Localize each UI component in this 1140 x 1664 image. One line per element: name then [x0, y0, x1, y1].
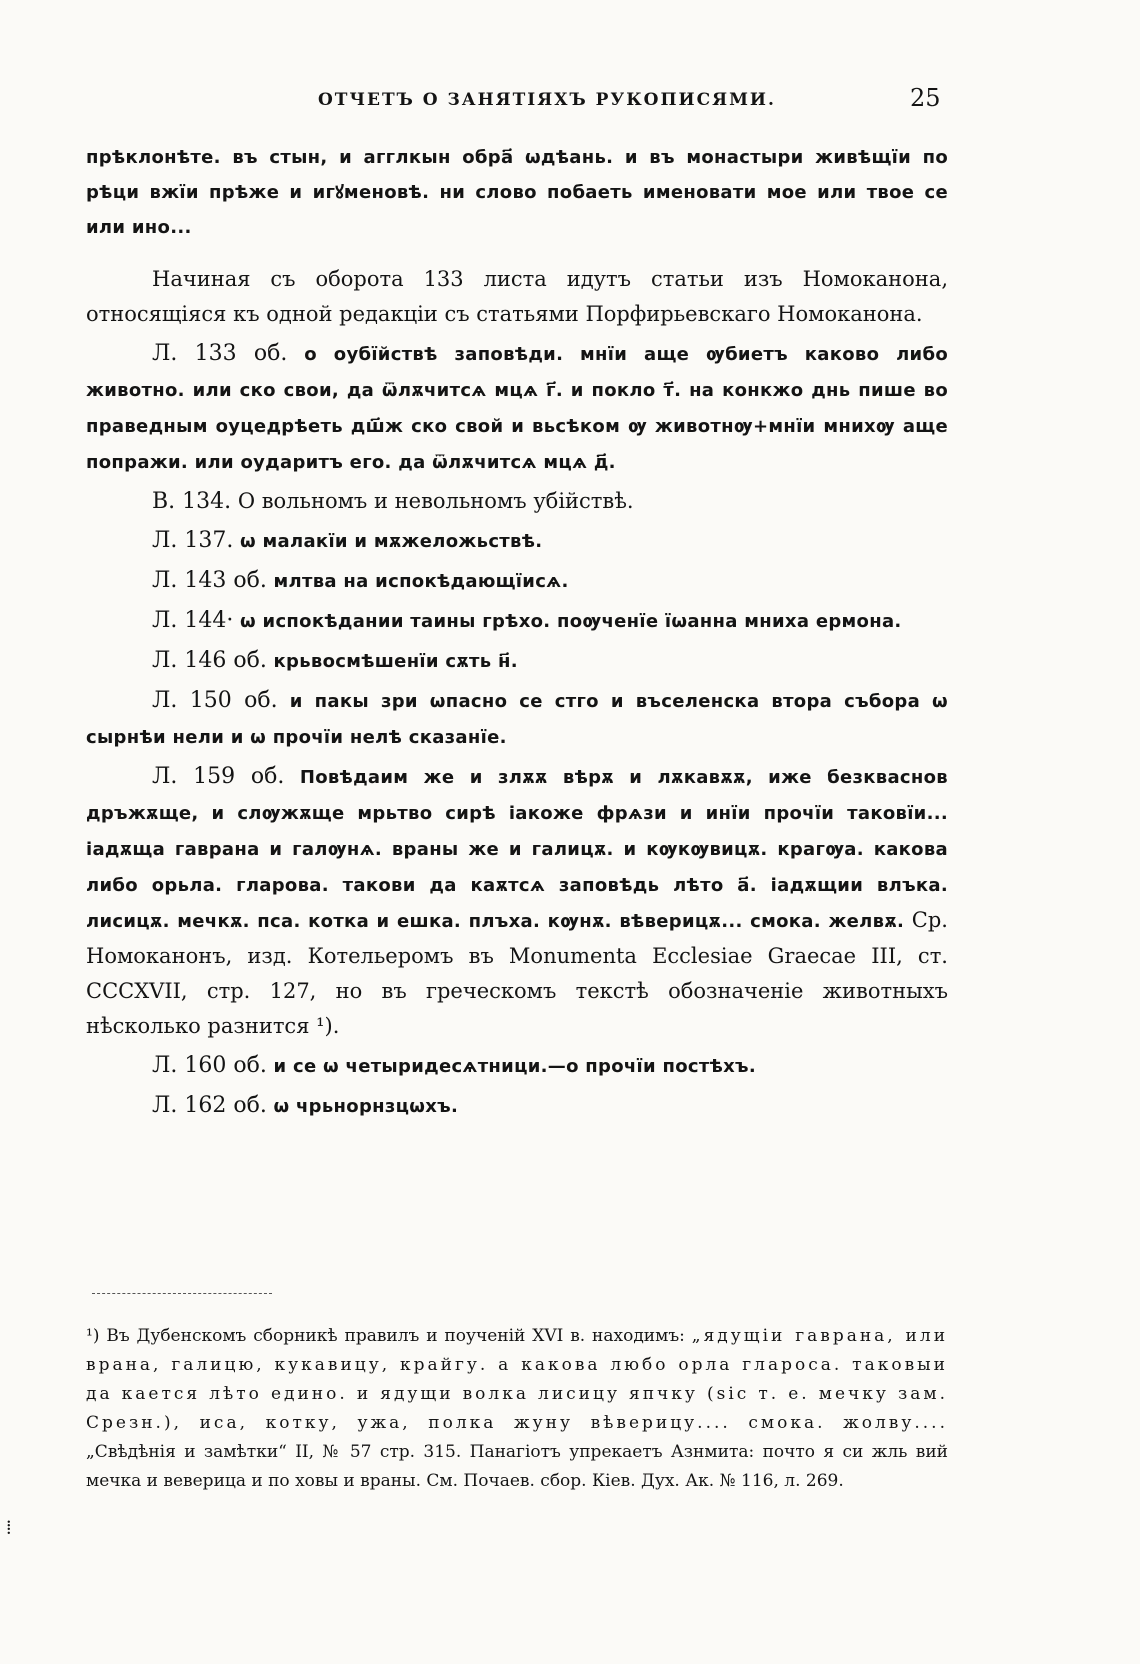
entry-text: млтва на испокѣдающїисѧ. [273, 571, 569, 592]
list-item [86, 643, 948, 679]
list-item [86, 603, 948, 639]
leaf-reference: Л. 146 об. [152, 648, 267, 673]
leaf-reference: Л. 144· [152, 608, 234, 633]
intro-paragraph: Начиная съ оборота 133 листа идутъ статьи изъ Номоканона, относящіяся къ одной редакціи съ статьями Порфирьевскаго Номоканона. [86, 267, 948, 326]
list-item [86, 484, 948, 519]
leaf-reference: Л. 150 об. [152, 688, 278, 713]
entry-commentary: Ср. Номоканонъ, изд. Котельеромъ въ Monumenta Ecclesiae Graecae III, ст. CCCXVII, стр. 127, но въ греческомъ текстѣ обозначеніе животныхъ нѣсколько разнится ¹). [86, 908, 948, 1038]
footnote [86, 1322, 948, 1496]
entry-text: и се ѡ четыридесѧтници.—о прочїи постѣхъ. [273, 1056, 757, 1077]
entry-text: О вольномъ и невольномъ убійствѣ. [237, 489, 634, 513]
list-item [86, 523, 948, 559]
entry-text: ѡ чрьнорнзцѡхъ. [273, 1096, 459, 1117]
footnote-quotation: „ядущіи гаврана, или врана, галицю, кукавицу, крайгу. а какова любо орла глароса. таковыи да кается лѣто едино. и ядущи волка лисицу япчку (sic т. е. мечку зам. Срезн.), иса, котку, ужа, полка жуну вѣверицу.... смока. жолву.... [86, 1326, 949, 1433]
entry-text: Повѣдаим же и злѫѫ вѣрѫ и лѫкавѫѫ, иже безкваснов дръжѫще, и слѹжѫще мрьтво сирѣ іакоже фрѧзи и инїи прочїи таковїи... іадѫща гаврана и галѹнѧ. враны же и галицѫ. и кѹкѹвицѫ. крагѹа. какова либо орьла. гларова. такови да каѫтсѧ заповѣдь лѣто а҃. іадѫщии влъка. лисицѫ. мечкѫ. пса. котка и ешка. плъха. кѹнѫ. вѣверицѫ... смока. желвѫ. [86, 767, 948, 932]
leaf-reference: Л. 143 об. [152, 568, 267, 593]
leaf-reference: В. 134. [152, 489, 232, 514]
main-text [86, 140, 948, 1124]
list-item [86, 683, 948, 755]
list-item [86, 759, 948, 1044]
entry-text: о оубїйствѣ заповѣди. мнїи аще ѹбиетъ каково либо животно. или ско свои, да ѿлѫчитсѧ мцѧ г҃. и покло т҃. на конкжо днь пише во праведным оуцедрѣеть дш҃ж ско свой и вьсѣком ѹ животнѹ+мнїи мнихѹ аще попражи. или оударитъ его. да ѿлѫчитсѧ мцѧ д҃. [86, 344, 948, 473]
footnote-separator [92, 1293, 272, 1294]
leaf-reference: Л. 133 об. [152, 341, 288, 366]
entry-text: ѡ испокѣдании таины грѣхо. поѹченїе їѡанна мниха ермона. [240, 611, 902, 632]
running-header: ОТЧЕТЪ О ЗАНЯТІЯХЪ РУКОПИСЯМИ. [318, 90, 776, 110]
entry-text: ѡ малакїи и мѫжеложьствѣ. [240, 531, 543, 552]
page-number: 25 [910, 84, 941, 112]
leaf-reference: Л. 162 об. [152, 1093, 267, 1118]
list-item [86, 336, 948, 480]
footnote-marker: ¹) [86, 1326, 100, 1346]
footnote-tail: „Свѣдѣнія и замѣтки“ II, № 57 стр. 315. Панагіотъ упрекаетъ Азнмита: почто я си жль вий мечка и веверица и по ховы и враны. См. Почаев. сбор. Кіев. Дух. Ак. № 116, л. 269. [86, 1442, 948, 1491]
entry-text: и пакы зри ѡпасно се стго и въселенска втора събора ѡ сырнѣи нели и ѡ прочїи нелѣ сказанїе. [86, 691, 948, 748]
leaf-reference: Л. 137. [152, 528, 234, 553]
leaf-reference: Л. 160 об. [152, 1053, 267, 1078]
footnote-lead: Въ Дубенскомъ сборникѣ правилъ и поученій XVI в. находимъ: [106, 1326, 685, 1346]
entry-list [86, 336, 948, 1124]
leaf-reference: Л. 159 об. [152, 764, 285, 789]
entry-text: крьвосмѣшенїи сѫть н҃. [273, 651, 518, 672]
list-item [86, 563, 948, 599]
list-item [86, 1088, 948, 1124]
list-item [86, 1048, 948, 1084]
margin-mark: ⁞ [6, 1515, 12, 1539]
opening-quote: прѣклонѣте. въ стын, и агглкын обра҃ ѡдѣань. и въ монастыри живѣщїи по рѣци вжїи прѣже и игꙋменовѣ. ни слово побаеть именовати мое или твое се или ино... [86, 147, 948, 238]
